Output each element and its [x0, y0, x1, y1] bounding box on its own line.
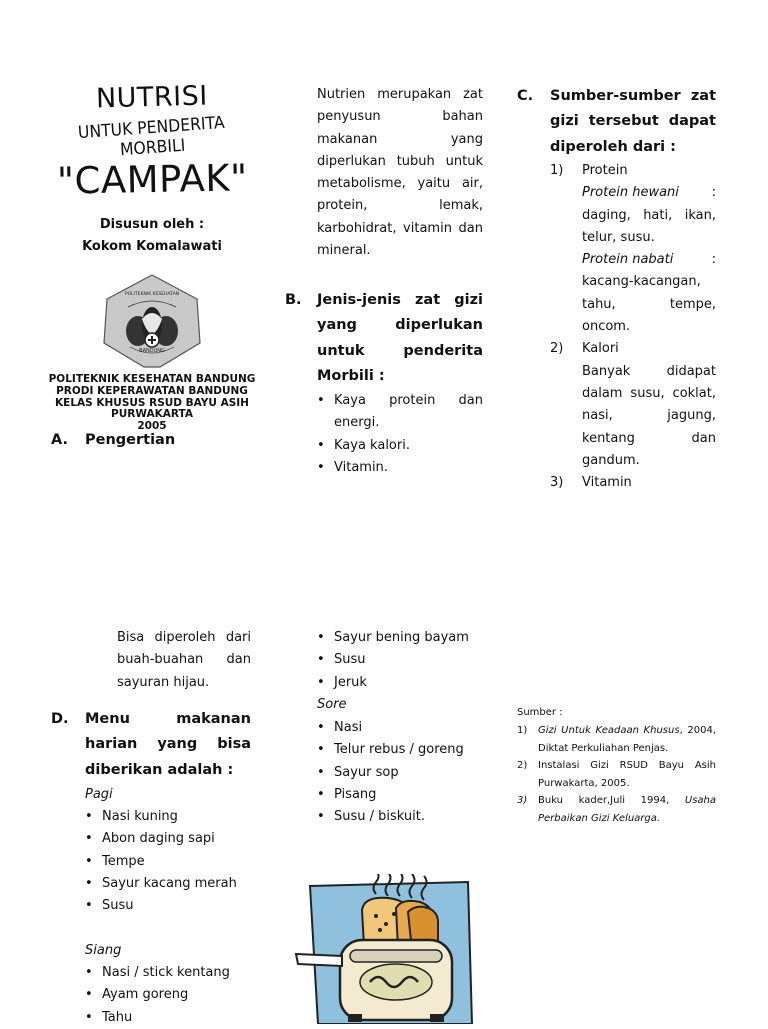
list-item: • Nasi / stick kentang	[85, 962, 255, 984]
list-item: • Susu	[317, 649, 487, 671]
menu-siang-label: Siang	[85, 943, 122, 958]
sources-label: Sumber :	[517, 707, 563, 718]
section-a-body: Nutrien merupakan zat penyusun bahan makanan yang diperlukan tubuh untuk metabolisme, yaitu air, protein, lemak, karbohidrat, vitamin dan mineral.	[317, 87, 483, 259]
cover-disease: "CAMPAK"	[56, 156, 248, 203]
list-item: • Sayur sop	[317, 762, 487, 784]
section-c-heading: Sumber-sumber zat gizi tersebut dapat diperoleh dari :	[550, 88, 716, 155]
author-label: Disusun oleh :	[99, 217, 205, 232]
toaster-clipart	[292, 874, 476, 1024]
list-item: • Kaya protein dan energi.	[317, 390, 483, 435]
section-c-letter: C.	[517, 88, 534, 104]
list-item: • Vitamin.	[317, 457, 483, 479]
logo-top-text: POLITEKNIK KESEHATAN	[124, 292, 180, 297]
section-b-letter: B.	[285, 292, 302, 308]
list-item: • Sayur bening bayam	[317, 627, 487, 649]
list-item: • Tempe	[85, 851, 255, 873]
protein-hewani-label: Protein hewani	[582, 185, 679, 201]
section-a-letter: A.	[51, 432, 68, 448]
author-name: Kokom Komalawati	[82, 239, 222, 254]
vitamin-source-text: Bisa diperoleh dari buah-buahan dan sayuran hijau.	[117, 630, 251, 690]
list-item: • Jeruk	[317, 672, 487, 694]
institution-logo	[100, 273, 204, 369]
menu-sore-list	[317, 717, 487, 828]
section-a-heading: Pengertian	[85, 432, 176, 448]
section-b-heading: Jenis-jenis zat gizi yang diperlukan untuk penderita Morbili :	[317, 292, 483, 384]
menu-pagi-label: Pagi	[85, 787, 113, 802]
section-d-letter: D.	[51, 711, 69, 727]
institution-text: POLITEKNIK KESEHATAN BANDUNG PRODI KEPERAWATAN BANDUNG KELAS KHUSUS RSUD BAYU ASIH PURWAKARTA 2005	[48, 373, 256, 433]
sources-list: 1) Gizi Untuk Keadaan Khusus, 2004, Diktat Perkuliahan Penjas. 2) Instalasi Gizi RSUD Bayu Asih Purwakarta, 2005. 3) Buku kader,Juli 1994, Usaha Perbaikan Gizi Keluarga.	[517, 725, 716, 824]
protein-nabati-label: Protein nabati	[582, 252, 674, 268]
list-item: • Susu	[85, 895, 255, 917]
list-item: • Telur rebus / goreng	[317, 739, 487, 761]
kalori-text: Banyak didapat dalam susu, coklat, nasi, jagung, kentang dan gandum.	[582, 363, 716, 468]
cover-subtitle: UNTUK PENDERITA MORBILI	[77, 112, 226, 161]
menu-pagi-list	[85, 806, 255, 917]
list-item: • Tahu	[85, 1007, 255, 1029]
list-item: • Pisang	[317, 784, 487, 806]
source-list: 1) Protein Protein hewani : daging, hati, ikan, telur, susu. Protein nabati : kacang-kacangan, tahu, tempe, oncom. 2) Kalori Banyak didapat dalam susu, coklat, nasi, jagung, kentang dan gandum. 3) Vitamin	[550, 163, 716, 491]
list-item: • Kaya kalori.	[317, 435, 483, 457]
section-d-heading: Menu makanan harian yang bisa diberikan adalah :	[85, 711, 251, 778]
section-b-list	[317, 390, 483, 479]
menu-siang-list	[85, 962, 255, 1029]
list-item: • Abon daging sapi	[85, 828, 255, 850]
list-item: • Ayam goreng	[85, 984, 255, 1006]
toaster-icon	[292, 874, 476, 1024]
list-item: • Susu / biskuit.	[317, 806, 487, 828]
cover-title	[60, 82, 244, 113]
menu-sore-label: Sore	[317, 697, 347, 712]
list-item: • Nasi kuning	[85, 806, 255, 828]
menu-siang-cont-list	[317, 627, 487, 694]
list-item: • Sayur kacang merah	[85, 873, 255, 895]
title: NUTRISI	[95, 80, 209, 115]
logo-bottom-text: BANDUNG	[139, 348, 165, 354]
logo-emblem-icon	[100, 273, 204, 369]
list-item: • Nasi	[317, 717, 487, 739]
